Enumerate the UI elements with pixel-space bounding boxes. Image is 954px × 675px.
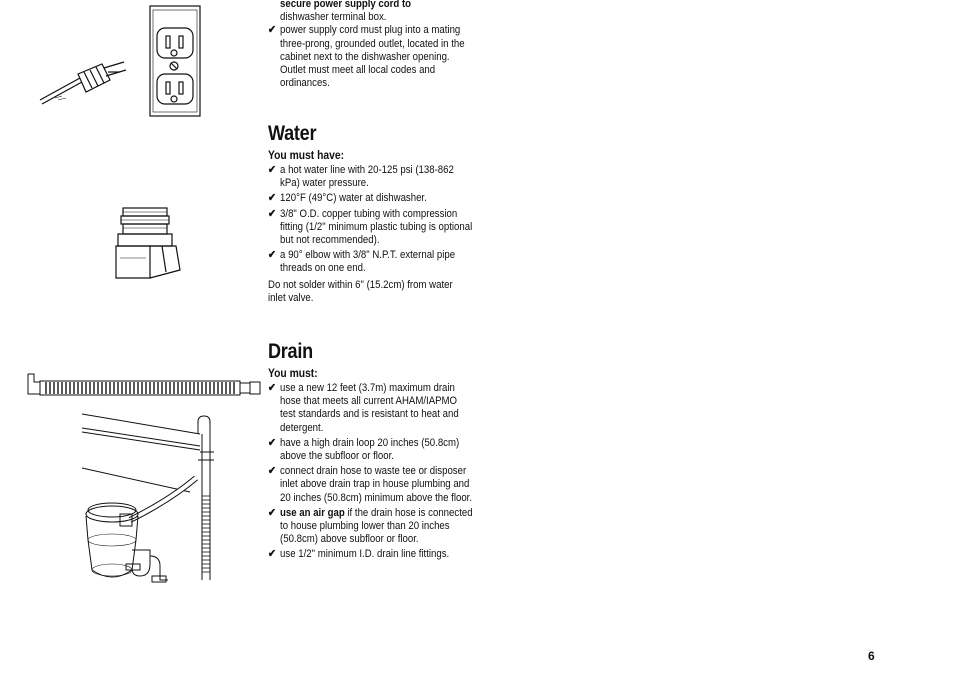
list-item-text: 120°F (49°C) water at dishwasher. — [280, 192, 427, 205]
check-icon: ✔ — [268, 436, 277, 449]
list-item — [268, 208, 473, 248]
list-item-text: use 1/2" minimum I.D. drain line fittings. — [280, 548, 450, 561]
list-item — [268, 548, 473, 561]
list-item-text: if the drain hose is connected to house plumbing lower than 20 inches (50.8cm) above subfloor or floor. — [280, 506, 473, 546]
outlet-illustration — [40, 6, 200, 116]
list-item — [268, 507, 473, 547]
check-icon: ✔ — [268, 24, 277, 37]
drain-heading: Drain — [268, 340, 313, 363]
check-icon: ✔ — [268, 506, 277, 519]
list-item — [268, 192, 473, 205]
water-note: Do not solder within 6" (15.2cm) from water inlet valve. — [268, 278, 453, 304]
list-item — [268, 382, 473, 435]
list-item-text: 3/8" O.D. copper tubing with compression fitting (1/2" minimum plastic tubing is optional but not recommended). — [280, 207, 473, 247]
drain-subheading: You must: — [268, 366, 318, 380]
power-supply-lead-rest: dishwasher terminal box. — [280, 11, 387, 24]
list-item — [268, 437, 473, 463]
elbow-fitting-illustration — [116, 208, 180, 278]
illustrations — [0, 0, 270, 675]
power-supply-lead-bold: secure power supply cord to — [280, 0, 412, 10]
list-item — [268, 24, 473, 90]
list-item-bold: use an air gap — [280, 506, 345, 519]
water-subheading: You must have: — [268, 148, 345, 162]
list-item — [268, 164, 473, 190]
power-supply-text — [268, 0, 473, 92]
water-section — [268, 122, 473, 305]
drain-hose-illustration — [28, 374, 260, 395]
list-item-text: power supply cord must plug into a mating three-prong, grounded outlet, located in the cabinet next to the dishwasher opening. Outlet must meet all local codes and ordinances. — [280, 24, 465, 90]
drain-installation-illustration — [82, 414, 214, 582]
check-icon: ✔ — [268, 249, 277, 262]
list-item-text: a 90° elbow with 3/8" N.P.T. external pipe threads on one end. — [280, 249, 456, 275]
list-item-text: have a high drain loop 20 inches (50.8cm) above the subfloor or floor. — [280, 436, 460, 463]
check-icon: ✔ — [268, 548, 277, 561]
check-icon: ✔ — [268, 465, 277, 478]
water-heading: Water — [268, 122, 317, 145]
check-icon: ✔ — [268, 192, 277, 205]
page-number: 6 — [868, 649, 875, 663]
power-supply-lead — [268, 0, 473, 24]
list-item — [268, 249, 473, 275]
list-item-text: connect drain hose to waste tee or disposer inlet above drain trap in house plumbing and 20 inches (50.8cm) minimum above the floor. — [280, 465, 473, 504]
check-icon: ✔ — [268, 382, 277, 394]
list-item — [268, 465, 473, 505]
check-icon: ✔ — [268, 207, 277, 220]
list-item-text: a hot water line with 20-125 psi (138-862 kPa) water pressure. — [280, 164, 454, 190]
list-item-text: use a new 12 feet (3.7m) maximum drain hose that meets all current AHAM/IAPMO test standards and is resistant to heat and detergent. — [280, 382, 459, 434]
drain-section — [268, 340, 473, 564]
check-icon: ✔ — [268, 164, 277, 176]
